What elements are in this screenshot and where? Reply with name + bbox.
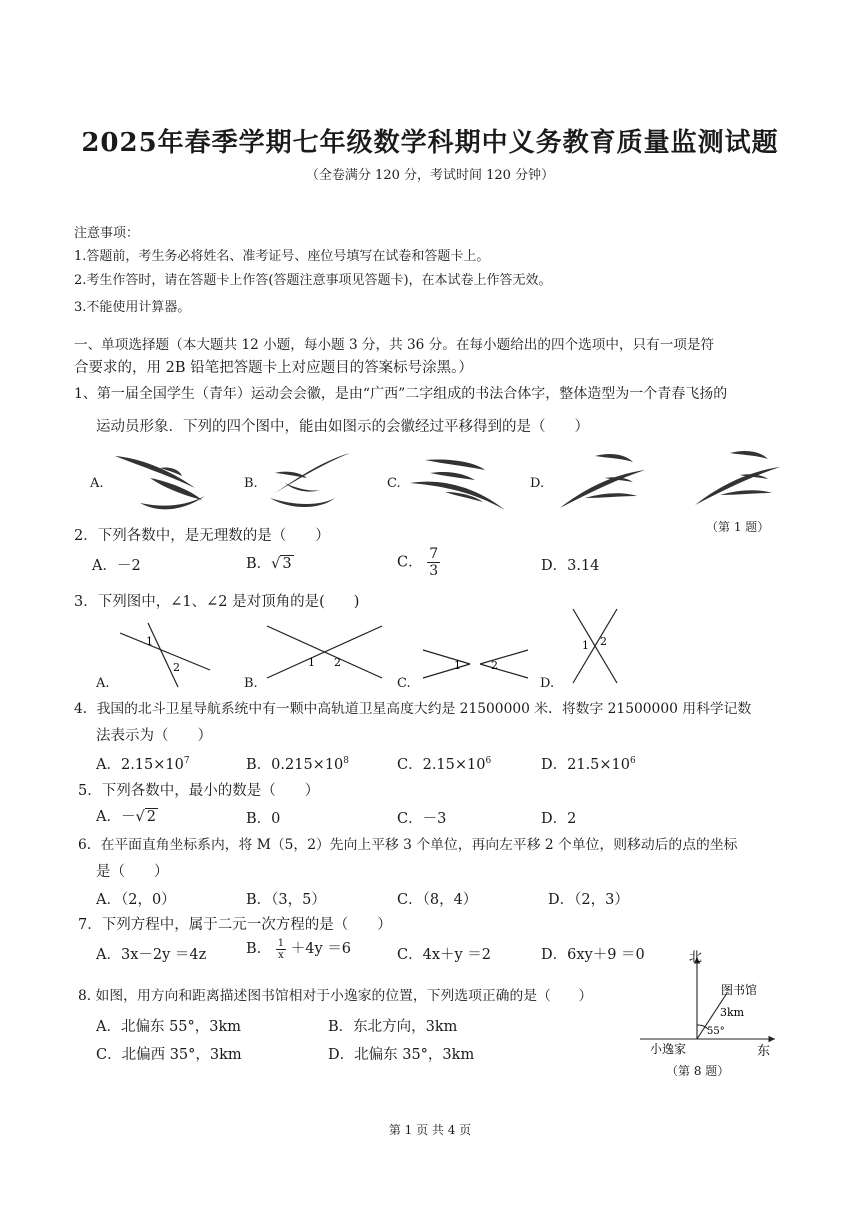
q6-option-a: A．（2，0） [96, 892, 176, 908]
q4-option-c [397, 753, 491, 774]
angle-label: 55° [707, 1026, 725, 1037]
notes-item-2: 2.考生作答时，请在答题卡上作答(答题注意事项见答题卡)，在本试卷上作答无效。 [74, 273, 552, 288]
angle-1-label: 1 [308, 656, 315, 669]
q1-figure-d [555, 448, 655, 518]
question-3-stem: 3．下列图中，∠1、∠2 是对顶角的是( ) [74, 594, 360, 610]
q4-option-a-base: A．2.15×10 [96, 757, 184, 773]
q3-figure-d [565, 605, 625, 687]
q4-option-d [541, 753, 636, 774]
q2-option-b [246, 552, 294, 573]
question-7-stem: 7．下列方程中，属于二元一次方程的是（ ） [78, 917, 392, 933]
q1-option-c-label: C. [387, 476, 401, 491]
question-6-line1: 6．在平面直角坐标系内，将 M（5，2）先向上平移 3 个单位，再向左平移 2 个单位，则移动后的点的坐标 [78, 837, 738, 853]
q7-option-d: D．6xy＋9 ＝0 [541, 947, 645, 963]
q7-option-b-fraction [276, 938, 286, 961]
q3-figure-b [262, 618, 387, 688]
question-4-line1: 4．我国的北斗卫星导航系统中有一颗中高轨道卫星高度大约是 21500000 米．将数字 21500000 用科学记数 [74, 701, 752, 717]
q3-option-a-label: A. [96, 676, 110, 691]
distance-label: 3km [720, 1006, 745, 1019]
page-number: 第 1 页 共 4 页 [388, 1123, 472, 1137]
angle-2-label: 2 [600, 635, 607, 648]
q6-option-d: D．（2，3） [548, 892, 629, 908]
q4-option-c-exponent: 6 [485, 756, 492, 767]
q1-figure-c [405, 448, 515, 518]
q1-option-b-label: B. [244, 476, 258, 491]
q3-option-c-label: C. [397, 676, 411, 691]
q2-option-c-fraction [427, 546, 440, 579]
q8-option-b: B．东北方向，3km [328, 1019, 458, 1035]
q4-option-b-base: B．0.215×10 [246, 757, 344, 773]
q3-figure-a [110, 615, 220, 690]
notes-item-1: 1.答题前，考生务必将姓名、准考证号、座位号填写在试卷和答题卡上。 [74, 249, 490, 264]
q7-option-c: C．4x＋y ＝2 [397, 947, 492, 963]
q4-option-a-exponent: 7 [183, 756, 190, 767]
angle-1-label: 1 [582, 639, 589, 652]
fraction-denominator: x [278, 949, 284, 961]
home-label: 小逸家 [650, 1042, 687, 1056]
q5-option-b: B．0 [246, 811, 281, 827]
q5-option-a [96, 805, 158, 826]
q7-option-b [246, 937, 351, 961]
angle-2-label: 2 [173, 661, 180, 674]
q1-emblem-figure [690, 445, 790, 515]
section-heading-line1: 一、单项选择题（本大题共 12 小题，每小题 3 分，共 36 分。在每小题给出的四个选项中，只有一项是符 [74, 337, 715, 353]
q3-option-d-label: D. [540, 676, 555, 691]
q1-option-d-label: D. [530, 476, 545, 491]
q2-option-a: A．－2 [92, 558, 141, 574]
angle-1-label: 1 [454, 659, 461, 672]
q2-option-b-label: B． [246, 556, 272, 572]
question-8-stem: 8. 如图，用方向和距离描述图书馆相对于小逸家的位置，下列选项正确的是（ ） [78, 988, 593, 1004]
sqrt-icon: √ [135, 809, 145, 825]
q6-option-c: C．（8，4） [397, 892, 478, 908]
question-2-stem: 2．下列各数中，是无理数的是（ ） [74, 528, 330, 544]
q2-option-c-label: C． [397, 554, 423, 571]
q5-option-c: C．－3 [397, 811, 447, 827]
angle-1-label: 1 [146, 635, 153, 648]
q4-option-d-exponent: 6 [630, 756, 636, 767]
question-4-line2: 法表示为（ ） [96, 728, 212, 744]
q4-option-d-base: D．21.5×10 [541, 757, 631, 773]
q2-option-c [397, 546, 440, 579]
library-label: 图书馆 [721, 983, 758, 997]
notes-heading: 注意事项： [74, 226, 140, 241]
q4-option-b-exponent: 8 [343, 756, 350, 767]
notes-item-3: 3.不能使用计算器。 [74, 300, 191, 315]
q1-figure-a [110, 448, 210, 518]
q8-option-a: A．北偏东 55°，3km [96, 1019, 242, 1035]
east-label: 东 [757, 1044, 771, 1059]
q7-option-b-label: B． [246, 941, 272, 957]
q5-option-d: D．2 [541, 811, 577, 827]
q8-option-d: D．北偏东 35°，3km [328, 1047, 475, 1063]
q4-option-c-base: C．2.15×10 [397, 757, 486, 773]
sqrt-icon: √ [271, 556, 281, 572]
question-1-line2: 运动员形象．下列的四个图中，能由如图示的会徽经过平移得到的是（ ） [96, 419, 589, 435]
question-1-line1: 1、第一届全国学生（青年）运动会会徽，是由“广西”二字组成的书法合体字，整体造型为一个青春飞扬的 [74, 386, 728, 402]
question-5-stem: 5．下列各数中，最小的数是（ ） [78, 783, 320, 799]
fraction-numerator: 1 [277, 937, 285, 949]
q2-option-b-radicand: 3 [282, 556, 292, 572]
q7-option-a: A．3x－2y ＝4z [96, 947, 207, 963]
q3-option-b-label: B. [244, 676, 258, 691]
fraction-numerator: 7 [429, 546, 439, 562]
angle-2-label: 2 [491, 659, 498, 672]
q3-figure-c [418, 640, 533, 685]
q4-option-b [246, 753, 349, 774]
north-label: 北 [689, 950, 703, 965]
page-subtitle: （全卷满分 120 分，考试时间 120 分钟） [305, 168, 555, 183]
fraction-denominator: 3 [429, 563, 439, 579]
angle-2-label: 2 [334, 656, 341, 669]
q1-option-a-label: A. [90, 476, 104, 491]
q5-option-a-radicand: 2 [146, 809, 156, 825]
q4-option-a [96, 753, 190, 774]
page-title: 2025年春季学期七年级数学科期中义务教育质量监测试题 [81, 128, 779, 158]
question-6-line2: 是（ ） [96, 864, 169, 880]
q8-caption: （第 8 题） [666, 1064, 730, 1078]
q8-option-c: C．北偏西 35°，3km [96, 1047, 242, 1063]
section-heading-line2: 合要求的，用 2B 铅笔把答题卡上对应题目的答案标号涂黑。） [74, 360, 473, 376]
q2-option-d: D．3.14 [541, 558, 600, 574]
q8-direction-figure [635, 945, 785, 1060]
q1-caption: （第 1 题） [706, 520, 770, 534]
q7-option-b-rest: ＋4y ＝6 [290, 941, 352, 957]
q1-figure-b [265, 448, 365, 518]
q5-option-a-label: A．－ [96, 809, 136, 825]
q6-option-b: B．（3，5） [246, 892, 326, 908]
